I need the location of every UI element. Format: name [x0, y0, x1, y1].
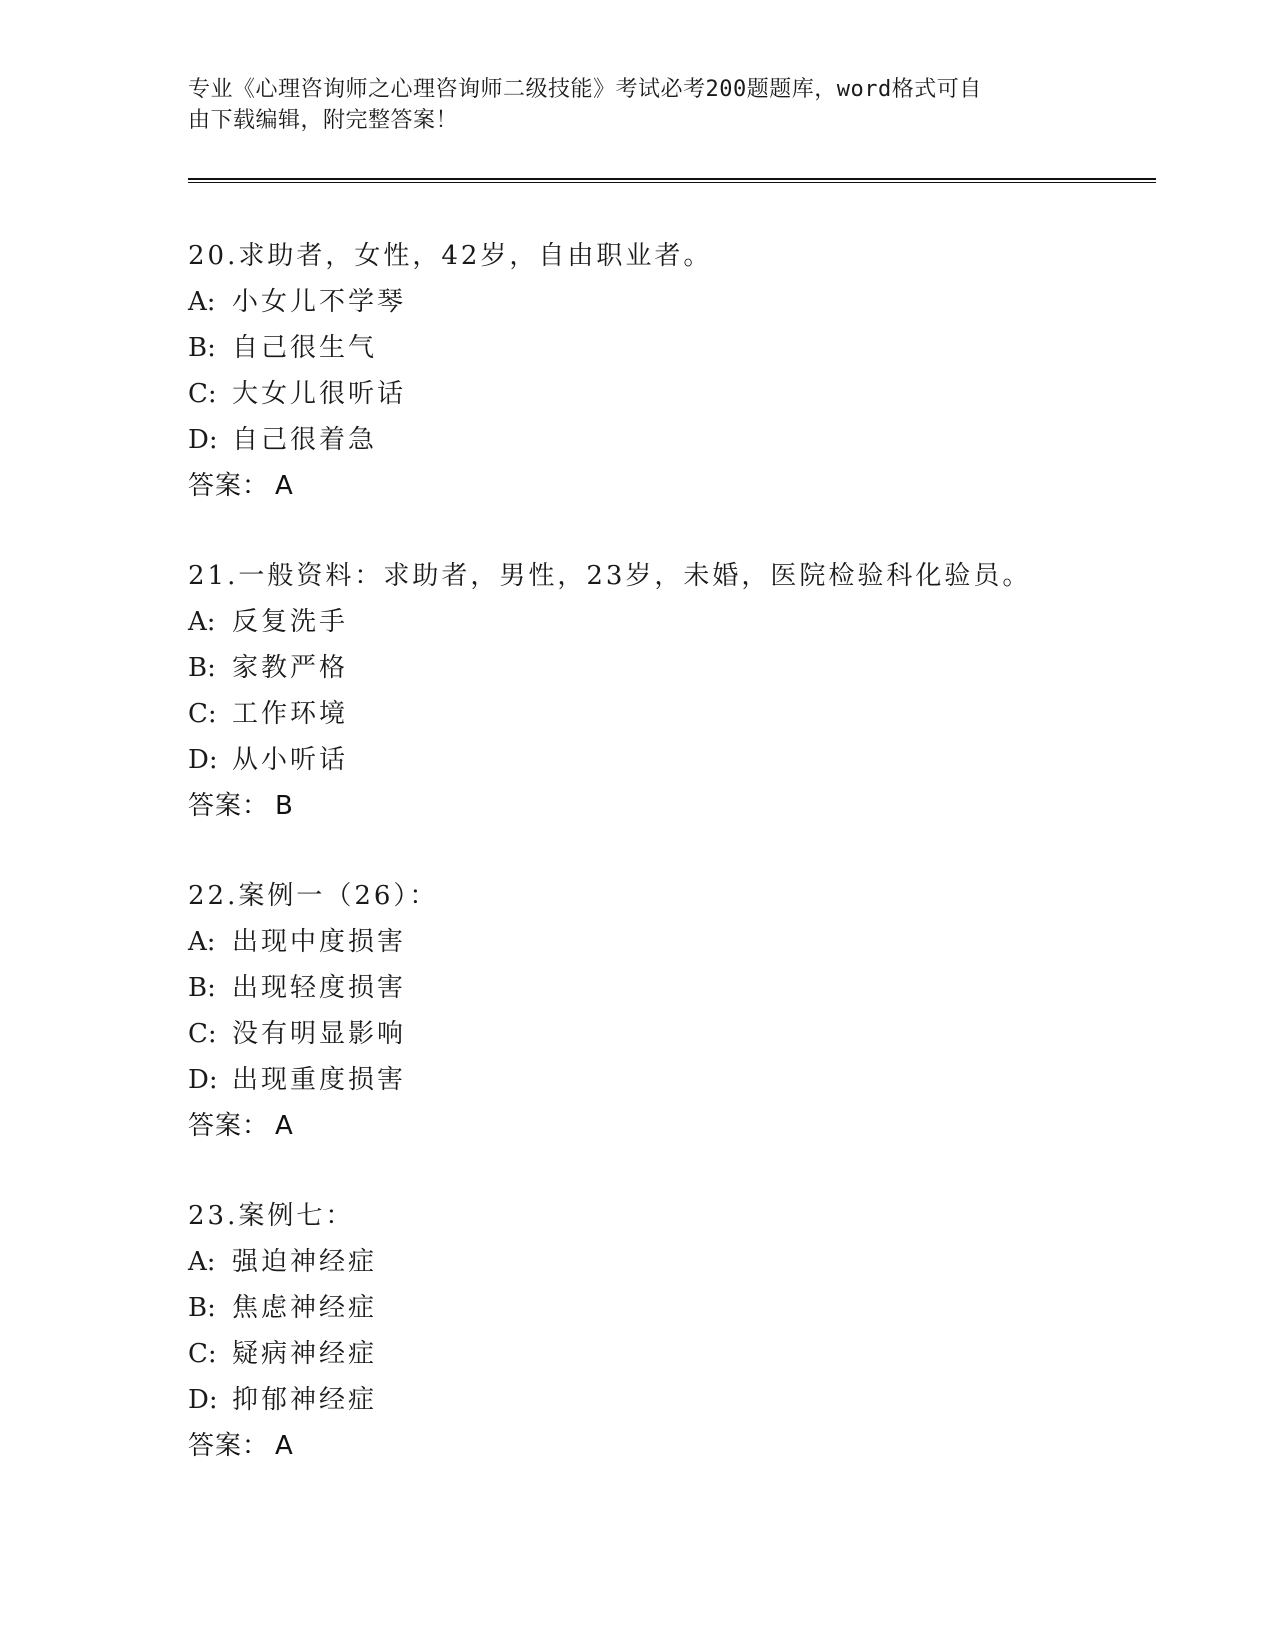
option-c — [188, 691, 1188, 737]
answer-line — [188, 1423, 1188, 1469]
question-21 — [188, 553, 1188, 829]
option-text: 抑郁神经症 — [232, 1385, 378, 1415]
option-a — [188, 1239, 1188, 1285]
option-text: 自己很着急 — [232, 425, 378, 455]
option-letter: B: — [188, 973, 216, 1003]
answer-line — [188, 463, 1188, 509]
option-letter: B: — [188, 653, 216, 683]
question-stem: 23.案例七： — [188, 1201, 355, 1231]
option-text: 小女儿不学琴 — [232, 287, 407, 317]
option-letter: C: — [188, 699, 217, 729]
answer-value: A — [275, 471, 294, 501]
option-text: 焦虑神经症 — [232, 1293, 378, 1323]
answer-value: A — [275, 1111, 294, 1141]
option-text: 工作环境 — [232, 699, 349, 729]
answer-value: B — [275, 791, 294, 821]
option-text: 自己很生气 — [232, 333, 378, 363]
header-divider-bottom — [188, 182, 1156, 183]
option-d — [188, 737, 1188, 783]
option-text: 大女儿很听话 — [232, 379, 407, 409]
header-divider-top — [188, 178, 1156, 180]
question-stem: 20.求助者，女性，42岁，自由职业者。 — [188, 241, 713, 271]
header-line-1: 专业《心理咨询师之心理咨询师二级技能》考试必考200题题库，word格式可自 — [188, 77, 982, 102]
option-letter: D: — [188, 1385, 218, 1415]
option-d — [188, 1057, 1188, 1103]
option-c — [188, 1331, 1188, 1377]
header-line-2: 由下载编辑，附完整答案！ — [188, 108, 459, 133]
option-b — [188, 1285, 1188, 1331]
answer-label: 答案： — [188, 791, 270, 821]
option-text: 出现重度损害 — [232, 1065, 407, 1095]
answer-line — [188, 783, 1188, 829]
option-text: 没有明显影响 — [232, 1019, 407, 1049]
option-letter: C: — [188, 1019, 217, 1049]
option-a — [188, 279, 1188, 325]
answer-label: 答案： — [188, 1111, 270, 1141]
option-c — [188, 1011, 1188, 1057]
option-text: 从小听话 — [232, 745, 349, 775]
option-text: 强迫神经症 — [232, 1247, 378, 1277]
option-letter: C: — [188, 1339, 217, 1369]
option-text: 出现中度损害 — [232, 927, 407, 957]
answer-line — [188, 1103, 1188, 1149]
option-text: 疑病神经症 — [232, 1339, 378, 1369]
option-b — [188, 325, 1188, 371]
option-a — [188, 599, 1188, 645]
option-letter: D: — [188, 425, 218, 455]
option-a — [188, 919, 1188, 965]
question-22 — [188, 873, 1188, 1149]
option-b — [188, 645, 1188, 691]
option-letter: D: — [188, 745, 218, 775]
option-d — [188, 1377, 1188, 1423]
option-letter: A: — [188, 287, 216, 317]
option-letter: B: — [188, 333, 216, 363]
answer-label: 答案： — [188, 1431, 270, 1461]
option-letter: A: — [188, 1247, 216, 1277]
option-d — [188, 417, 1188, 463]
option-letter: C: — [188, 379, 217, 409]
option-letter: A: — [188, 607, 216, 637]
document-header — [188, 74, 1078, 136]
option-letter: B: — [188, 1293, 216, 1323]
option-c — [188, 371, 1188, 417]
question-20 — [188, 233, 1188, 509]
option-b — [188, 965, 1188, 1011]
question-stem: 22.案例一（26）： — [188, 881, 439, 911]
option-text: 家教严格 — [232, 653, 349, 683]
answer-value: A — [275, 1431, 294, 1461]
option-text: 出现轻度损害 — [232, 973, 407, 1003]
option-letter: D: — [188, 1065, 218, 1095]
option-text: 反复洗手 — [232, 607, 349, 637]
option-letter: A: — [188, 927, 216, 957]
question-23 — [188, 1193, 1188, 1469]
answer-label: 答案： — [188, 471, 270, 501]
question-stem: 21.一般资料：求助者，男性，23岁，未婚，医院检验科化验员。 — [188, 561, 1032, 591]
